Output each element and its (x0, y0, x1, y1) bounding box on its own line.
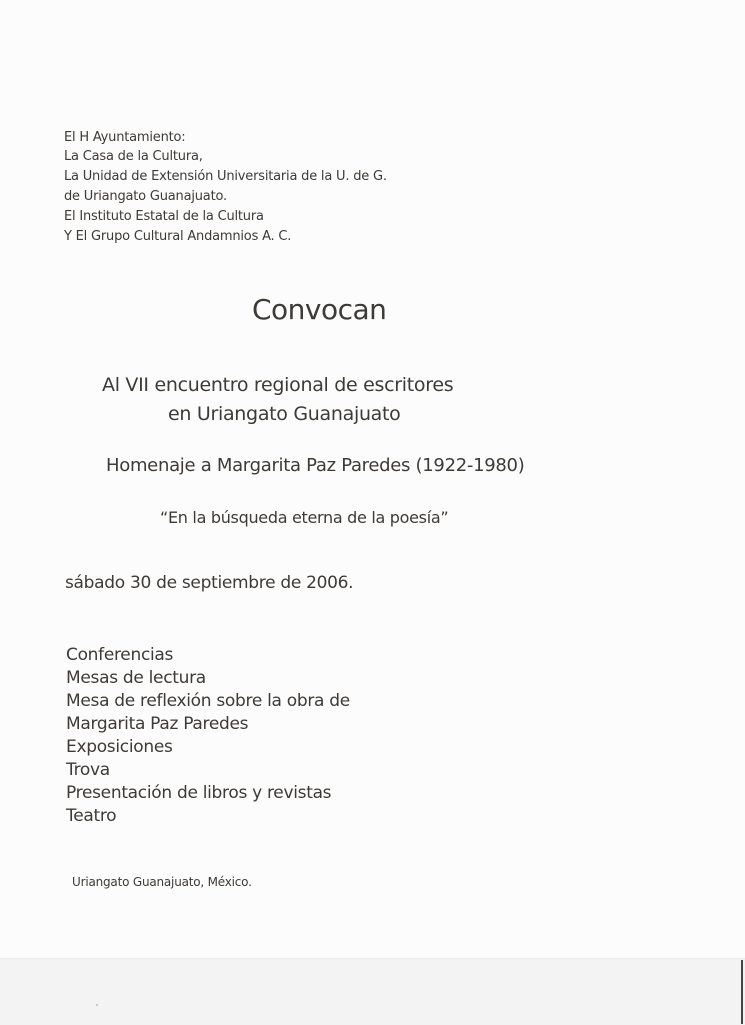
scan-edge-mark (741, 960, 743, 1024)
tribute-line: Homenaje a Margarita Paz Paredes (1922-1980) (106, 455, 525, 476)
header-line: La Unidad de Extensión Universitaria de la U. de G. (64, 169, 387, 184)
header-line: Y El Grupo Cultural Andamnios A. C. (64, 229, 292, 244)
scan-speck (96, 1004, 98, 1006)
header-line: El H Ayuntamiento: (64, 130, 186, 145)
document-title: Convocan (252, 293, 387, 326)
activity-item: Teatro (66, 806, 117, 826)
header-line: de Uriangato Guanajuato. (64, 189, 227, 204)
motto-quote: “En la búsqueda eterna de la poesía” (160, 508, 449, 527)
event-title-line-2: en Uriangato Guanajuato (168, 403, 401, 425)
activity-item: Trova (66, 760, 110, 780)
activity-item: Exposiciones (66, 737, 173, 757)
location-footer: Uriangato Guanajuato, México. (72, 875, 252, 889)
event-title-line-1: Al VII encuentro regional de escritores (102, 374, 454, 396)
activity-item: Mesas de lectura (66, 668, 206, 688)
activity-item: Conferencias (66, 645, 174, 665)
scan-bottom-strip (0, 958, 745, 1025)
activity-item: Mesa de reflexión sobre la obra de (66, 691, 350, 711)
header-line: El Instituto Estatal de la Cultura (64, 209, 264, 224)
event-date: sábado 30 de septiembre de 2006. (65, 573, 354, 593)
header-line: La Casa de la Cultura, (64, 149, 203, 164)
activity-item: Presentación de libros y revistas (66, 783, 332, 803)
activity-item: Margarita Paz Paredes (66, 714, 249, 734)
